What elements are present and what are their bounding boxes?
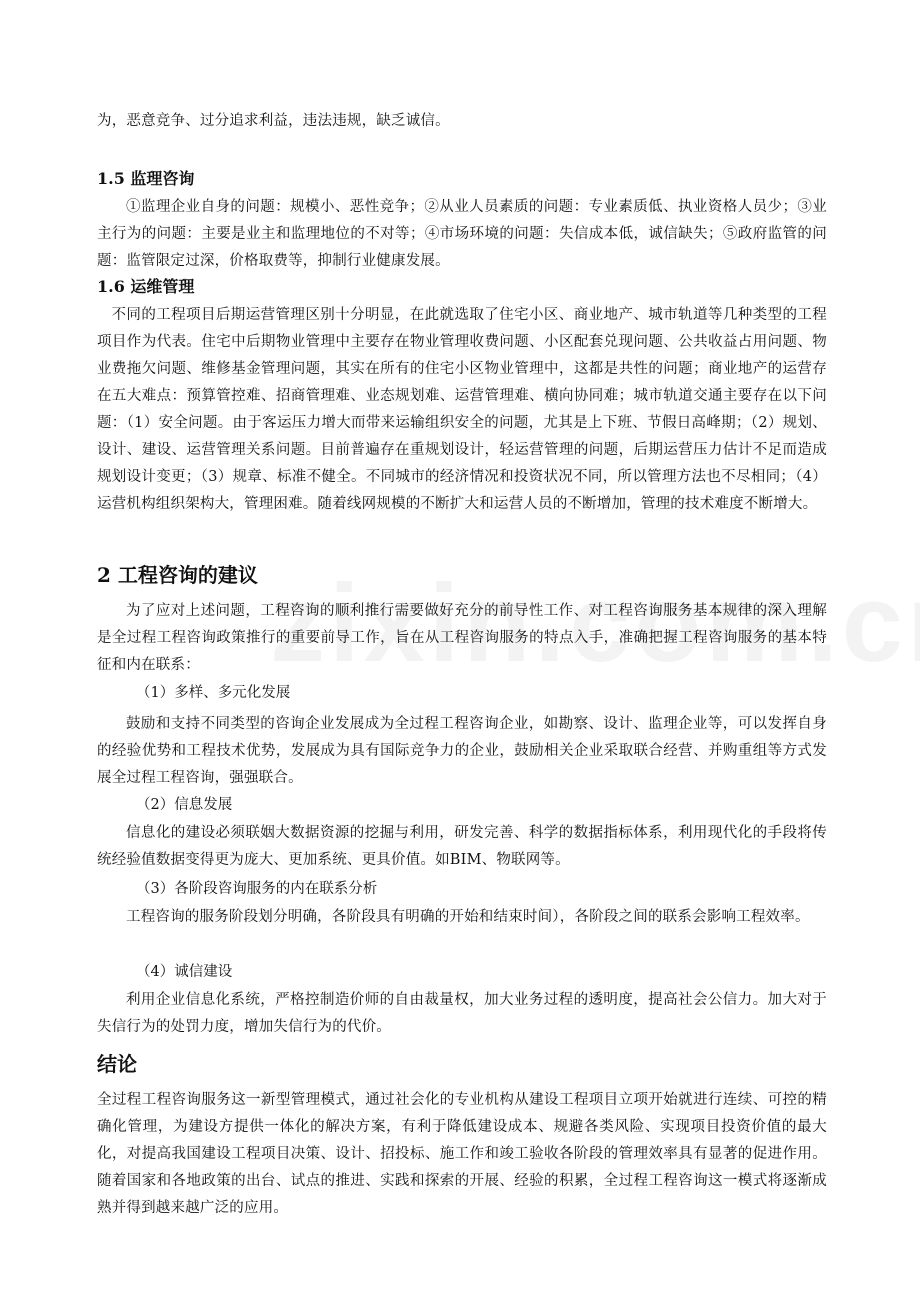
- section-2-intro-paragraph: 为了应对上述问题，工程咨询的顺利推行需要做好充分的前导性工作、对工程咨询服务基本规律的深入理解是全过程工程咨询政策推行的重要前导工作，旨在从工程咨询服务的特点入手，准确把握工程咨询服务的基本特征和内在联系：: [97, 603, 827, 673]
- item-1-body: 鼓励和支持不同类型的咨询企业发展成为全过程工程咨询企业，如勘察、设计、监理企业等，可以发挥自身的经验优势和工程技术优势，发展成为具有国际竞争力的企业，鼓励相关企业采取联合经营、并购重组等方式发展全过程工程咨询，强强联合。: [97, 716, 827, 786]
- item-4-title: （4）诚信建设: [136, 964, 233, 980]
- section-1-5-heading: 1.5 监理咨询: [97, 169, 195, 188]
- conclusion-heading: 结论: [97, 1052, 137, 1076]
- section-1-6-heading: 1.6 运维管理: [97, 277, 195, 296]
- item-2-title: （2）信息发展: [136, 797, 233, 813]
- section-1-5-paragraph: ①监理企业自身的问题：规模小、恶性竞争；②从业人员素质的问题：专业素质低、执业资格人员少；③业主行为的问题：主要是业主和监理地位的不对等；④市场环境的问题：失信成本低，诚信缺失；⑤政府监管的问题：监管限定过深，价格取费等，抑制行业健康发展。: [97, 199, 827, 269]
- item-3-title: （3）各阶段咨询服务的内在联系分析: [136, 881, 378, 897]
- item-4-body: 利用企业信息化系统，严格控制造价师的自由裁量权，加大业务过程的透明度，提高社会公信力。加大对于失信行为的处罚力度，增加失信行为的代价。: [97, 992, 827, 1035]
- intro-tail-paragraph: 为，恶意竞争、过分追求利益，违法违规，缺乏诚信。: [97, 113, 450, 129]
- item-2-body: 信息化的建设必须联姻大数据资源的挖掘与利用，研发完善、科学的数据指标体系，利用现代化的手段将传统经验值数据变得更为庞大、更加系统、更具价值。如BIM、物联网等。: [97, 825, 827, 868]
- item-3-body: 工程咨询的服务阶段划分明确，各阶段具有明确的开始和结束时间），各阶段之间的联系会影响工程效率。: [126, 909, 810, 925]
- section-1-6-paragraph: 不同的工程项目后期运营管理区别十分明显，在此就选取了住宅小区、商业地产、城市轨道等几种类型的工程项目作为代表。住宅中后期物业管理中主要存在物业管理收费问题、小区配套兑现问题、公共收益占用问题、物业费拖欠问题、维修基金管理问题，其实在所有的住宅小区物业管理中，这都是共性的问题；商业地产的运营存在五大难点：预算管控难、招商管理难、业态规划难、运营管理难、横向协同难；城市轨道交通主要存在以下问题：（1）安全问题。由于客运压力增大而带来运输组织安全的问题，尤其是上下班、节假日高峰期；（2）规划、设计、建设、运营管理关系问题。目前普遍存在重规划设计，轻运营管理的问题，后期运营压力估计不足而造成规划设计变更；（3）规章、标准不健全。不同城市的经济情况和投资状况不同，所以管理方法也不尽相同；（4）运营机构组织架构大，管理困难。随着线网规模的不断扩大和运营人员的不断增加，管理的技术难度不断增大。: [97, 307, 827, 512]
- section-2-heading: 2 工程咨询的建议: [97, 563, 258, 587]
- item-1-title: （1）多样、多元化发展: [136, 685, 291, 701]
- conclusion-paragraph: 全过程工程咨询服务这一新型管理模式，通过社会化的专业机构从建设工程项目立项开始就进行连续、可控的精确化管理，为建设方提供一体化的解决方案，有利于降低建设成本、规避各类风险、实现项目投资价值的最大化，对提高我国建设工程项目决策、设计、招投标、施工作和竣工验收各阶段的管理效率具有显著的促进作用。随着国家和各地政策的出台、试点的推进、实践和探索的开展、经验的积累，全过程工程咨询这一模式将逐渐成熟并得到越来越广泛的应用。: [97, 1092, 827, 1216]
